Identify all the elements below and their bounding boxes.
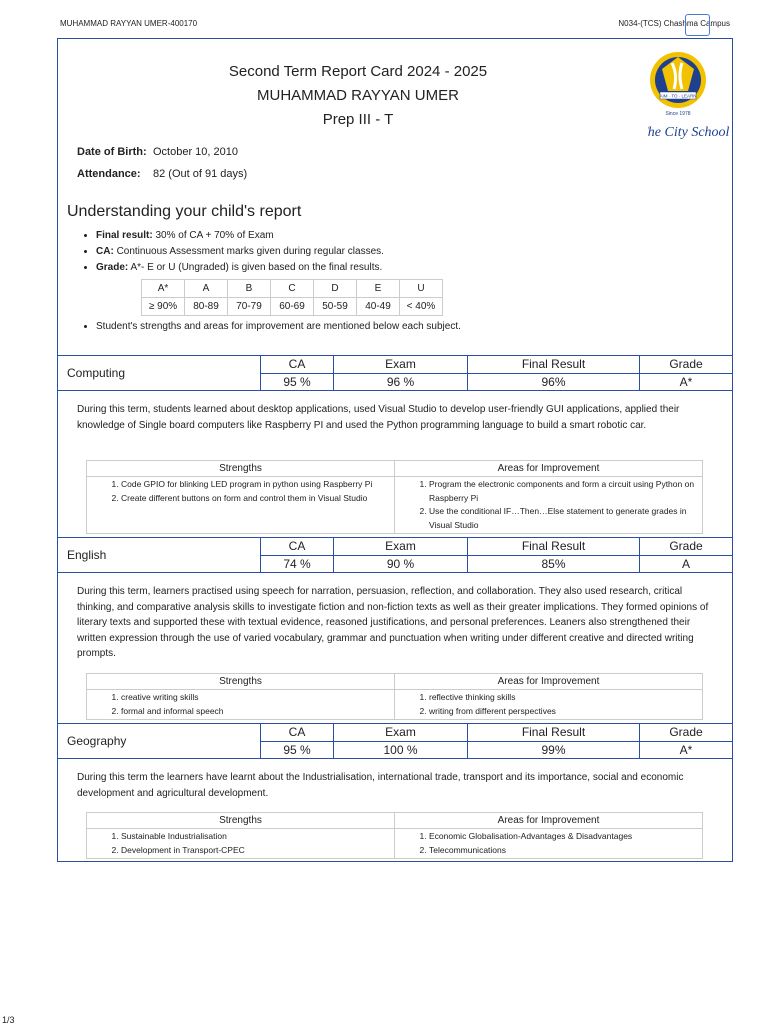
strengths-table: Strengths Areas for Improvement 1. Code GPIO for blinking LED program in python using Raspberry Pi 2. Create different buttons on form and control them in Visual Studio 1. Program the electronic components and form a circuit using Python on Raspberry Pi 2. Use the conditional IF…Then…Else statement to generate grades in Visual Studio xyxy=(86,460,703,534)
page-number: 1/3 xyxy=(2,1015,15,1025)
grade-scale-table xyxy=(141,279,443,316)
attendance-label: Attendance: xyxy=(77,168,141,180)
guide-list xyxy=(58,228,384,276)
attendance-row xyxy=(77,168,247,180)
class-name: Prep III - T xyxy=(322,111,394,128)
school-logo xyxy=(648,47,758,147)
guide-heading: Understanding your child's report xyxy=(67,203,302,220)
range-row: ≥ 90% 80-89 70-79 60-69 50-59 40-49 < 40% xyxy=(142,298,443,316)
subject-geography: Geography CA Exam Final Result Grade 95 % 100 % 99% A* xyxy=(57,723,733,759)
guide-item: • Final result: 30% of CA + 70% of Exam xyxy=(96,228,384,244)
subject-description: During this term, students learned about desktop applications, used Visual Studio to develop user-friendly GUI applications, applied their knowledge of Single board computers like Raspberry PI and used the Python programming language to build a smart robotic car. xyxy=(77,404,680,431)
svg-text:Since 1978: Since 1978 xyxy=(665,111,691,117)
subject-name: Geography xyxy=(58,724,261,759)
student-name: MUHAMMAD RAYYAN UMER xyxy=(257,87,459,104)
selection-box[interactable] xyxy=(685,14,710,36)
subject-english: English CA Exam Final Result Grade 74 % 90 % 85% A xyxy=(57,537,733,573)
guide-footnote: • Student's strengths and areas for improvement are mentioned below each subject. xyxy=(58,319,461,335)
report-card-frame xyxy=(57,38,733,862)
header-campus: N034-(TCS) Chashma Campus xyxy=(618,19,730,28)
dob-row xyxy=(77,146,238,158)
subject-computing: Computing CA Exam Final Result Grade 95 % 96 % 96% A* xyxy=(57,355,733,391)
svg-text:AIM · TO · LEARN: AIM · TO · LEARN xyxy=(659,93,697,99)
subject-description: During this term, learners practised using speech for narration, persuasion, reflection, and collaboration. They also used research, critical thinking, and comparative analysis skills to investigate fiction and non-fiction texts as well as their greater implications. They formed opinions of literary texts and supported these with textual evidence, reasoned justifications, and personal preferences. Leaners also strengthened their written expression through the use of varied vocabulary, grammar and punctuation when writing under different creative and directed writing prompts. xyxy=(77,586,709,659)
svg-text:The City School: The City School xyxy=(648,125,730,140)
dob-label: Date of Birth: xyxy=(77,146,147,158)
subject-name: Computing xyxy=(58,356,261,391)
guide-item: • Grade: A*- E or U (Ungraded) is given based on the final results. xyxy=(96,260,384,276)
dob-value: October 10, 2010 xyxy=(153,146,239,158)
strengths-table: Strengths Areas for Improvement 1. creative writing skills 2. formal and informal speech 1. reflective thinking skills 2. writing from different perspectives xyxy=(86,673,703,720)
header-student-id: MUHAMMAD RAYYAN UMER-400170 xyxy=(60,19,198,28)
grade-row: A* A B C D E U xyxy=(142,280,443,298)
subject-description: During this term the learners have learnt about the Industrialisation, international trade, transport and its importance, social and economic development and agricultural development. xyxy=(77,772,684,799)
report-title: Second Term Report Card 2024 - 2025 xyxy=(228,63,488,80)
crest-icon xyxy=(648,47,758,147)
guide-item: • CA: Continuous Assessment marks given during regular classes. xyxy=(96,244,384,260)
subject-name: English xyxy=(58,538,261,573)
strengths-table: Strengths Areas for Improvement 1. Sustainable Industrialisation 2. Development in Transport-CPEC 1. Economic Globalisation-Advantages & Disadvantages 2. Telecommunications xyxy=(86,812,703,859)
attendance-value: 82 (Out of 91 days) xyxy=(153,168,248,180)
